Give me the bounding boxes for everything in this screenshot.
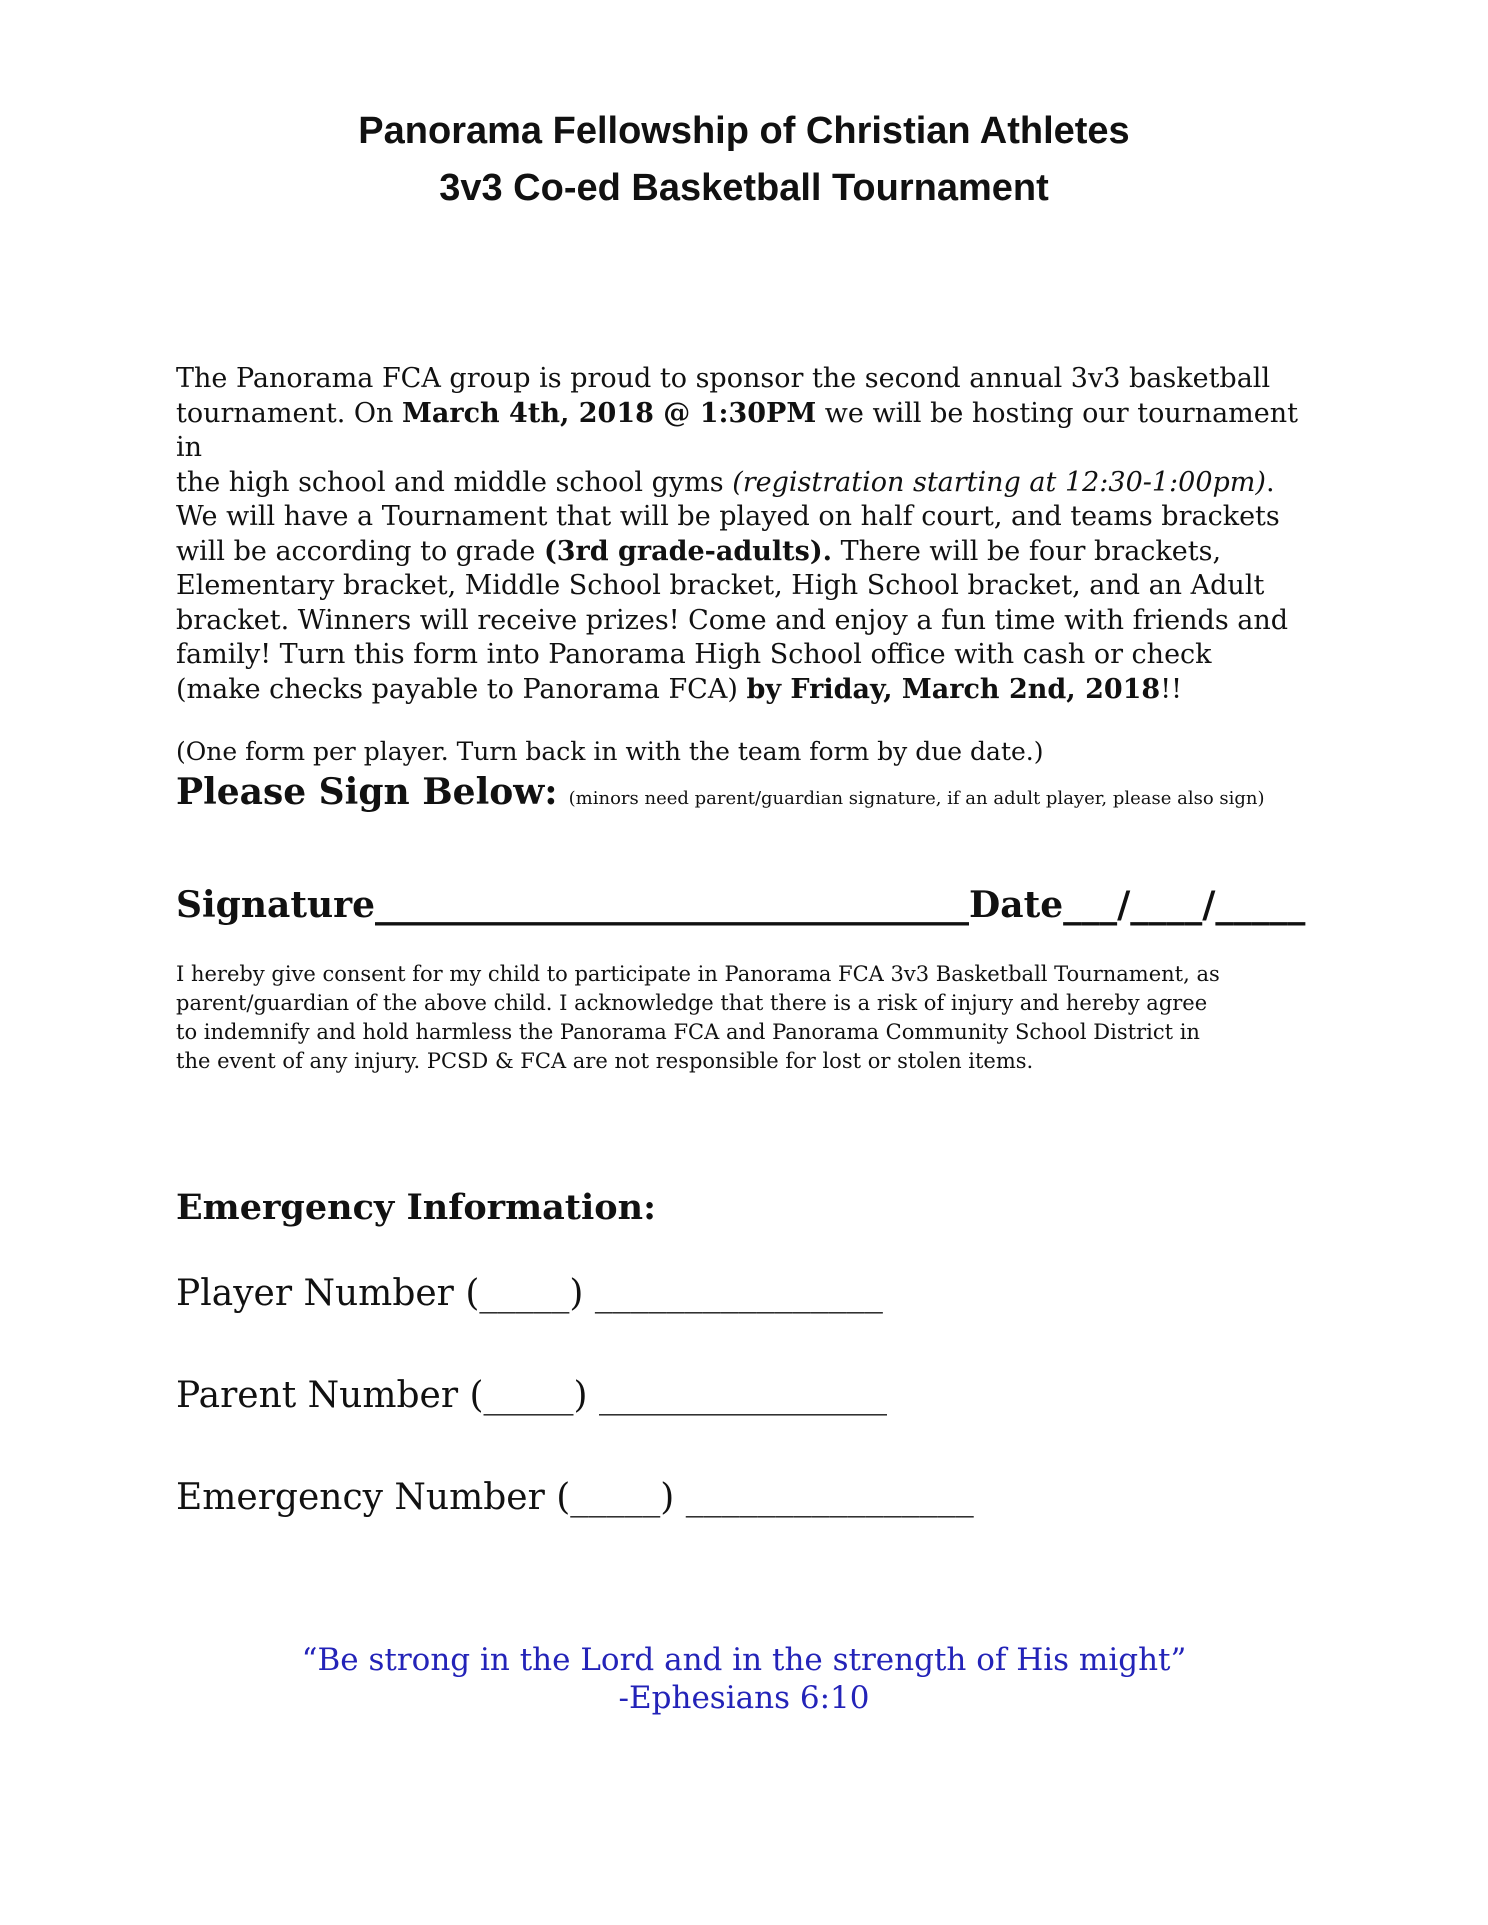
- intro-paragraph: [176, 362, 1326, 707]
- deadline-date: by Friday, March 2nd, 2018: [746, 673, 1161, 705]
- document-subtitle: 3v3 Co-ed Basketball Tournament: [439, 167, 1049, 209]
- intro-text-3: . We will have a Tournament that will be played on half court, and teams brackets will be according to grade: [176, 466, 1280, 567]
- date-label: Date: [969, 884, 1064, 926]
- sign-below-label: Please Sign Below:: [176, 771, 558, 813]
- sign-below-subnote: (minors need parent/guardian signature, if an adult player, please also sign): [568, 788, 1265, 809]
- signature-row: [176, 884, 1306, 926]
- event-date-time: March 4th, 2018 @ 1:30PM: [401, 397, 817, 429]
- emergency-heading: Emergency Information:: [176, 1187, 656, 1228]
- emergency-number-field[interactable]: Emergency Number (_____) ________________: [176, 1477, 974, 1518]
- date-field[interactable]: ___/____/_____: [1063, 884, 1306, 926]
- intro-text-5: !!: [1160, 673, 1182, 705]
- bible-citation: -Ephesians 6:10: [618, 1680, 870, 1716]
- consent-paragraph: I hereby give consent for my child to participate in Panorama FCA 3v3 Basketball Tournament, as parent/guardian of the above child. I acknowledge that there is a risk of injury and hereby agree to indemnify and hold harmless the Panorama FCA and Panorama Community School District in the event of any injury. PCSD & FCA are not responsible for lost or stolen items.: [176, 962, 1220, 1073]
- player-number-field[interactable]: Player Number (_____) ________________: [176, 1273, 883, 1314]
- intro-text-2: we will be hosting our tournament in the high school and middle school gyms: [176, 397, 1298, 498]
- intro-text-1: The Panorama FCA group is proud to sponsor the second annual 3v3 basketball tournament. On: [176, 363, 1271, 429]
- sign-below-heading: [176, 771, 1265, 813]
- signature-field[interactable]: _________________________________: [375, 884, 970, 926]
- document-title: Panorama Fellowship of Christian Athletes: [358, 110, 1130, 152]
- bible-quote: “Be strong in the Lord and in the strength of His might”: [301, 1642, 1187, 1678]
- parent-number-field[interactable]: Parent Number (_____) ________________: [176, 1375, 888, 1416]
- form-note: (One form per player. Turn back in with the team form by due date.): [176, 737, 1044, 766]
- grade-range: (3rd grade-adults).: [543, 535, 832, 567]
- registration-time: (registration starting at 12:30-1:00pm): [732, 466, 1266, 498]
- intro-text-4: There will be four brackets, Elementary bracket, Middle School bracket, High School bracket, and an Adult bracket. Winners will receive prizes! Come and enjoy a fun time with friends and family! Turn this form into Panorama High School office with cash or check (make checks payable to Panorama FCA): [176, 535, 1289, 705]
- signature-label: Signature: [176, 884, 376, 926]
